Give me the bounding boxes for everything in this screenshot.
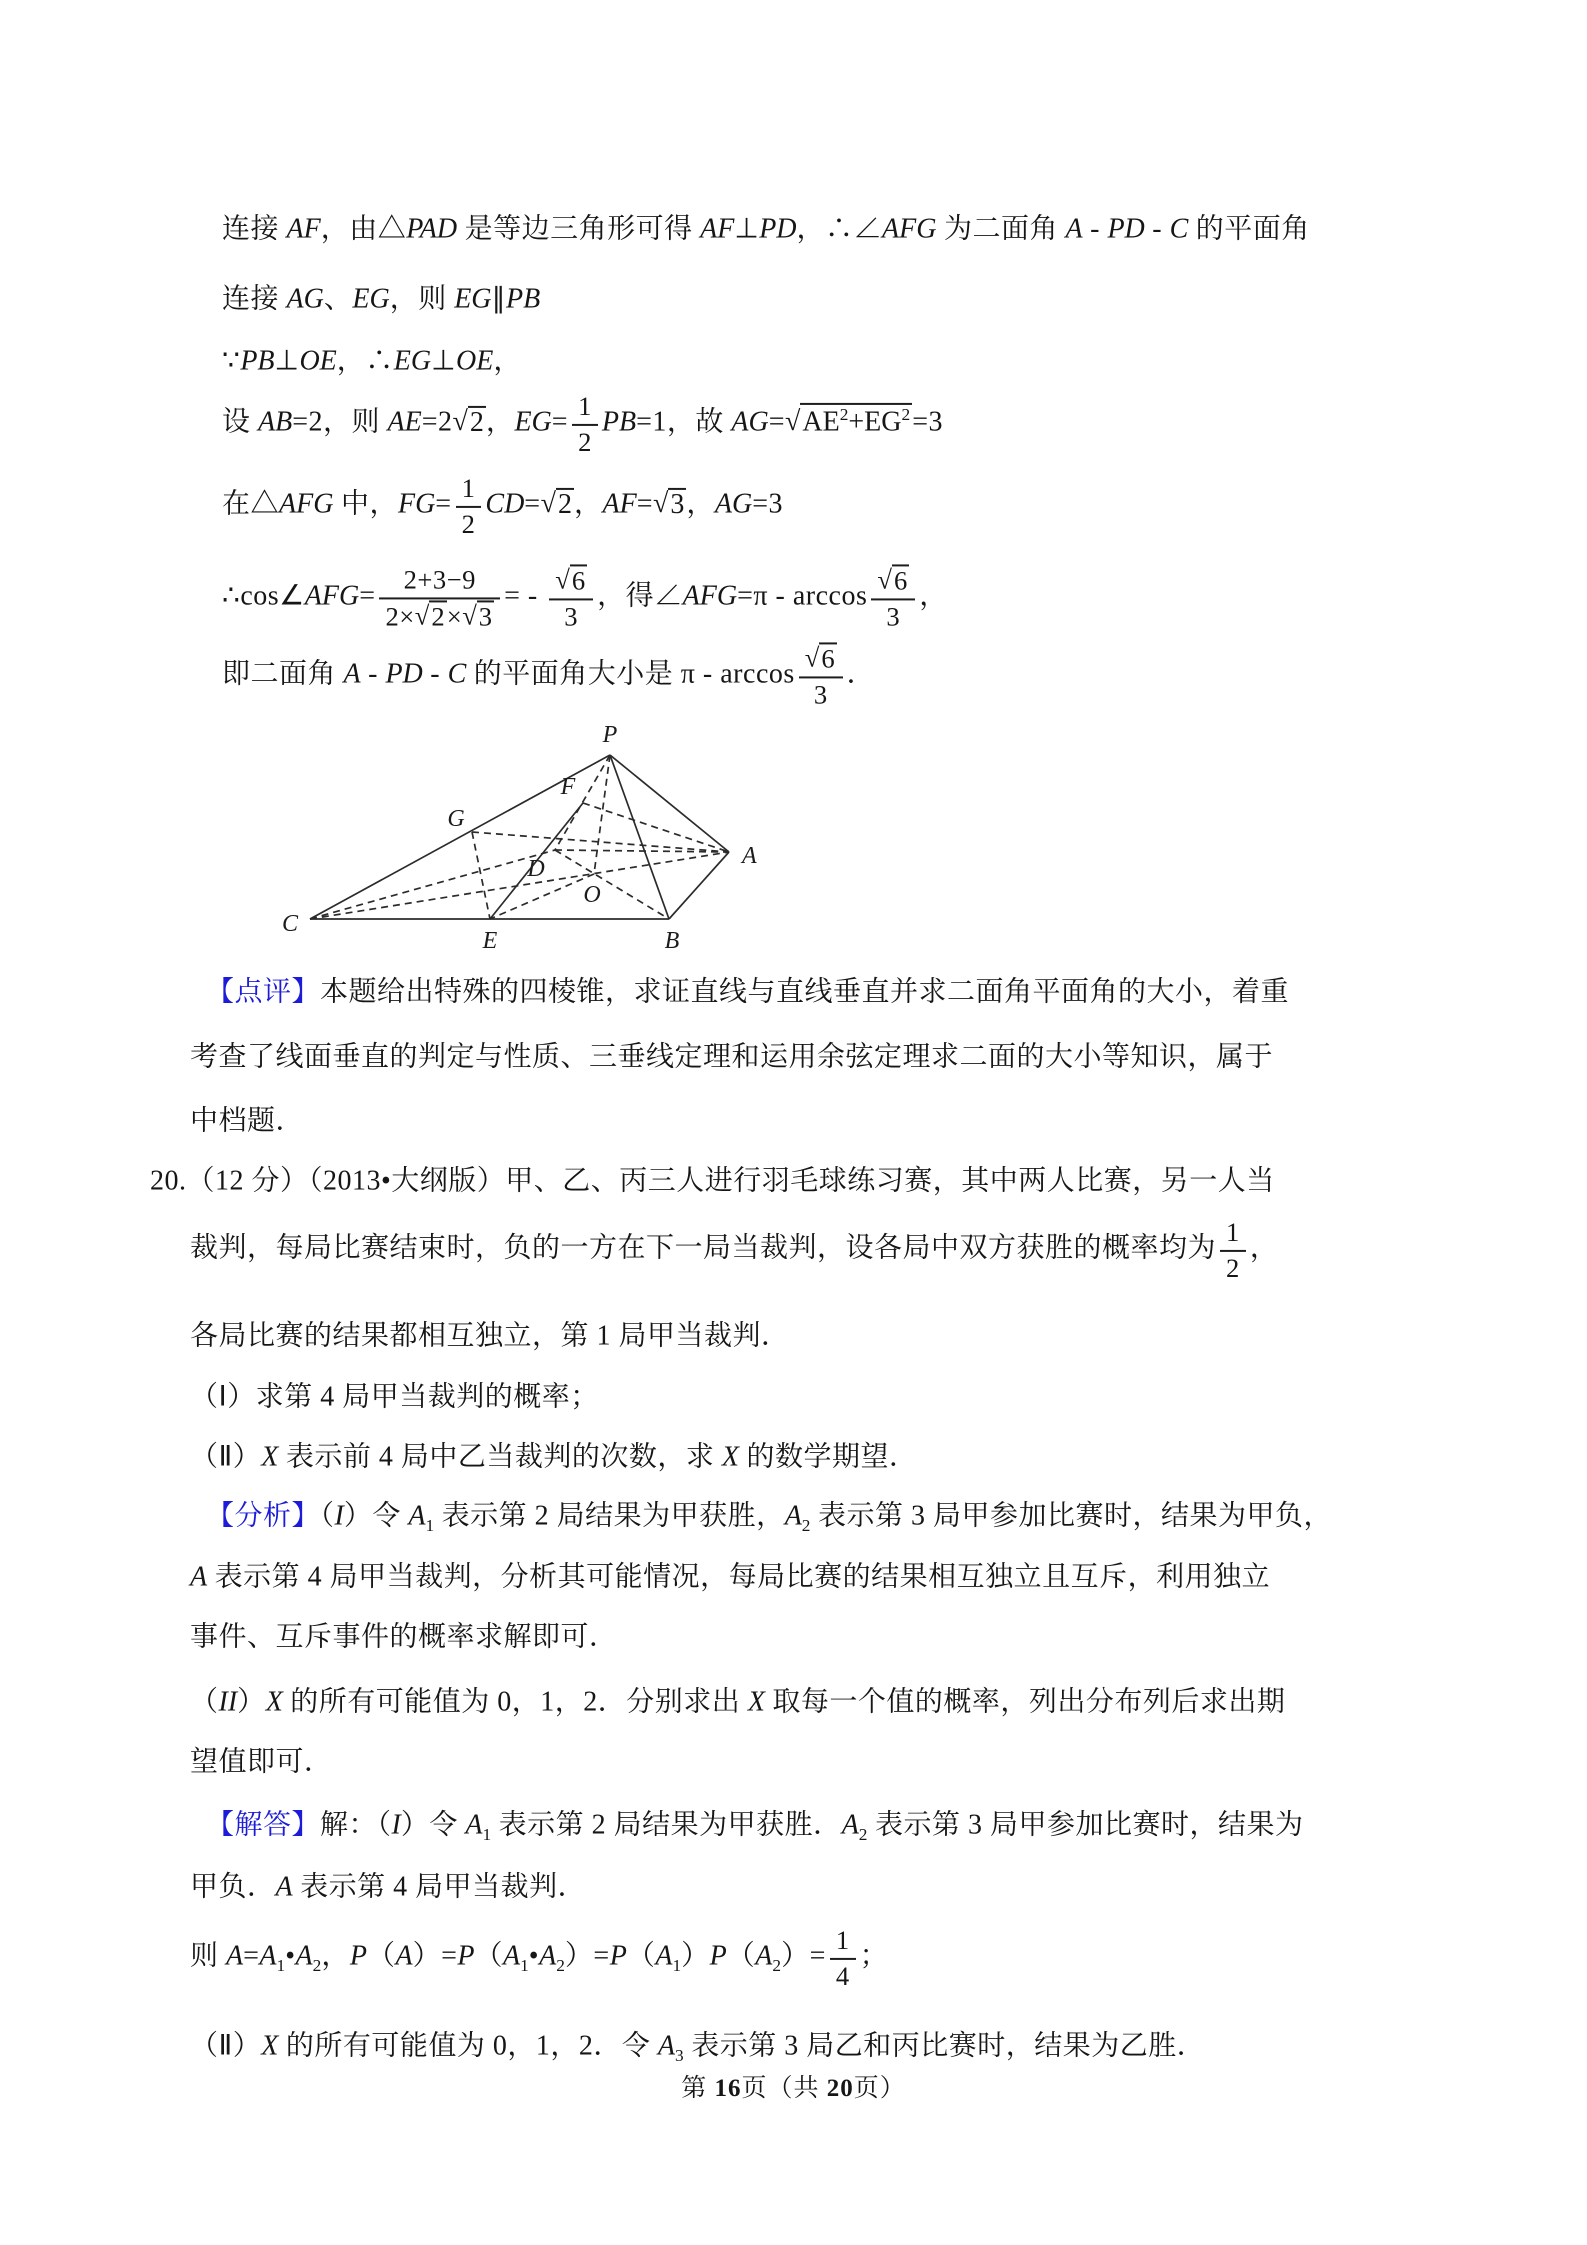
answer-line-4 bbox=[190, 2028, 1205, 2068]
math-variable: X bbox=[265, 1686, 283, 1718]
math-variable: A bbox=[503, 1940, 521, 1972]
math-variable: EG bbox=[393, 345, 432, 377]
subscript: 2 bbox=[772, 1956, 782, 1976]
math-variable: PAD bbox=[406, 213, 458, 245]
fraction-denominator bbox=[830, 1958, 856, 1992]
math-variable: PD bbox=[1107, 213, 1145, 245]
text-run: 的平面角 bbox=[1188, 213, 1310, 245]
text-run: = bbox=[551, 406, 569, 438]
text-run: ， bbox=[686, 488, 715, 520]
text-run: ） bbox=[681, 1940, 710, 1972]
text-run: 则 bbox=[190, 1940, 227, 1972]
text-run: ）令 bbox=[343, 1500, 409, 1532]
math-variable: PB bbox=[240, 345, 275, 377]
math-variable: A bbox=[408, 1500, 426, 1532]
text-run: ， bbox=[573, 488, 603, 520]
solution-line-6 bbox=[222, 564, 948, 631]
fraction-numerator bbox=[572, 391, 598, 424]
figure-vertex-label: O bbox=[583, 882, 601, 908]
fraction bbox=[379, 564, 500, 631]
figure-vertex-label: G bbox=[447, 806, 465, 832]
math-variable: AE bbox=[387, 406, 422, 438]
text-run: 20.（12 分）（2013•大纲版）甲、乙、丙三人进行羽毛球练习赛，其中两人比赛，另一人当 bbox=[150, 1165, 1275, 1197]
math-variable: A bbox=[784, 1500, 802, 1532]
text-run: ， bbox=[493, 345, 522, 377]
text-run: 表示第 4 局甲当裁判． bbox=[292, 1871, 587, 1903]
math-variable: CD bbox=[485, 488, 525, 520]
footer-suffix: 页） bbox=[853, 2075, 906, 2102]
text-run: 2+3−9 bbox=[403, 564, 476, 595]
math-variable: AG bbox=[731, 406, 769, 438]
math-variable: A bbox=[259, 1940, 277, 1972]
text-run: 2× bbox=[385, 601, 415, 631]
math-variable: X bbox=[261, 1441, 279, 1473]
text-run: 2 bbox=[469, 406, 484, 438]
text-run: =3 bbox=[752, 488, 784, 520]
text-run: =1，故 bbox=[636, 406, 732, 438]
subscript: 1 bbox=[482, 1824, 492, 1844]
text-run: - bbox=[360, 658, 386, 690]
math-variable: EG bbox=[352, 283, 390, 315]
text-run: 甲负． bbox=[190, 1871, 276, 1903]
text-run: （Ⅱ） bbox=[190, 1441, 262, 1473]
radical-sign: √ bbox=[785, 405, 801, 437]
subscript: 1 bbox=[672, 1956, 682, 1976]
math-variable: C bbox=[1169, 213, 1189, 245]
text-run: - bbox=[422, 658, 448, 690]
fraction-denominator bbox=[572, 424, 598, 458]
text-run: = bbox=[768, 406, 785, 438]
text-run: 表示前 4 局中乙当裁判的次数，求 bbox=[278, 1441, 722, 1473]
text-run: 3 bbox=[478, 601, 493, 631]
problem-20-question-1 bbox=[190, 1380, 599, 1417]
text-run: • bbox=[528, 1940, 540, 1972]
footer-middle: 页（共 bbox=[741, 2075, 827, 2102]
math-variable: A bbox=[655, 1940, 673, 1972]
text-run: （ bbox=[366, 1940, 396, 1972]
text-run: 取每一个值的概率，列出分布列后求出期 bbox=[764, 1686, 1286, 1718]
subscript: 3 bbox=[675, 2045, 684, 2065]
text-run: 本题给出特殊的四棱锥，求证直线与直线垂直并求二面角平面角的大小，着重 bbox=[320, 976, 1290, 1008]
figure-edge bbox=[472, 832, 729, 852]
superscript: 2 bbox=[839, 405, 849, 425]
math-variable: AG bbox=[714, 488, 753, 520]
solution-line-7 bbox=[222, 642, 875, 709]
solution-line-5 bbox=[222, 473, 783, 539]
text-run: ． bbox=[846, 658, 876, 690]
math-variable: PD bbox=[759, 213, 797, 245]
math-variable: P bbox=[709, 1940, 727, 1972]
pyramid-diagram bbox=[280, 712, 780, 970]
text-run: 表示第 4 局甲当裁判，分析其可能情况，每局比赛的结果相互独立且互斥，利用独立 bbox=[207, 1561, 1271, 1593]
fraction-numerator bbox=[1220, 1217, 1246, 1250]
analysis-line-3 bbox=[190, 1620, 618, 1657]
figure-vertex-label: E bbox=[482, 928, 498, 954]
fraction-numerator bbox=[456, 473, 482, 506]
subscript: 1 bbox=[520, 1956, 529, 1976]
section-label: 【点评】 bbox=[206, 976, 321, 1008]
math-variable: AFG bbox=[279, 488, 334, 520]
answer-line-1 bbox=[206, 1807, 1304, 1847]
text-run: 的所有可能值为 0，1，2．令 bbox=[278, 2030, 658, 2062]
text-run: • bbox=[285, 1940, 296, 1972]
text-run: ⊥ bbox=[274, 345, 300, 377]
text-run: 表示第 3 局甲参加比赛时，结果为 bbox=[867, 1809, 1304, 1841]
math-variable: A bbox=[841, 1809, 859, 1841]
text-run: 解：（ bbox=[320, 1809, 392, 1841]
subscript: 1 bbox=[276, 1956, 286, 1976]
comment-line-3 bbox=[190, 1104, 304, 1141]
solution-line-2 bbox=[222, 282, 540, 319]
text-run: ，得∠ bbox=[597, 580, 683, 612]
text-run: =2，则 bbox=[292, 406, 388, 438]
radical-sign: √ bbox=[804, 642, 820, 673]
text-run: ∵ bbox=[222, 345, 241, 377]
math-variable: EG bbox=[454, 283, 492, 315]
radical bbox=[877, 564, 909, 596]
text-run: 各局比赛的结果都相互独立，第 1 局甲当裁判． bbox=[190, 1320, 790, 1352]
math-variable: A bbox=[190, 1561, 208, 1593]
footer-prefix: 第 bbox=[681, 2075, 715, 2102]
text-run: = bbox=[524, 488, 541, 520]
math-variable: X bbox=[721, 1441, 740, 1473]
math-variable: FG bbox=[397, 488, 436, 520]
radical-sign: √ bbox=[452, 405, 468, 437]
fraction-denominator bbox=[456, 506, 482, 540]
fraction-numerator bbox=[830, 1925, 856, 1958]
text-run: 中档题． bbox=[190, 1105, 305, 1137]
radical bbox=[555, 564, 587, 596]
radical bbox=[805, 642, 837, 674]
text-run: （ bbox=[626, 1940, 656, 1972]
text-run: =π - arccos bbox=[737, 580, 868, 612]
radicand bbox=[800, 403, 912, 438]
text-run: 6 bbox=[821, 643, 835, 674]
radicand bbox=[819, 642, 836, 673]
math-variable: OE bbox=[299, 345, 337, 377]
radicand bbox=[668, 487, 686, 520]
page-footer bbox=[0, 2068, 1587, 2104]
text-run: 表示第 2 局结果为甲获胜． bbox=[491, 1809, 842, 1841]
answer-line-2 bbox=[190, 1870, 586, 1907]
text-run: =2 bbox=[421, 406, 453, 438]
text-run: 6 bbox=[893, 565, 908, 596]
text-run: = bbox=[636, 488, 653, 520]
math-variable: AF bbox=[602, 488, 637, 520]
radicand bbox=[468, 405, 486, 438]
text-run: 表示第 2 局结果为甲获胜， bbox=[434, 1500, 785, 1532]
section-label: 【分析】 bbox=[206, 1500, 321, 1532]
text-run: ） bbox=[237, 1686, 266, 1718]
analysis-line-5 bbox=[190, 1745, 333, 1782]
radical bbox=[453, 404, 486, 441]
text-run: = bbox=[359, 580, 376, 612]
figure-vertex-label: A bbox=[742, 843, 757, 869]
text-run: 中， bbox=[333, 488, 398, 520]
text-run: ）= bbox=[412, 1940, 458, 1972]
text-run: 2 bbox=[578, 426, 592, 457]
math-variable: A bbox=[395, 1940, 413, 1972]
text-run: （ bbox=[190, 1686, 219, 1718]
math-variable: EG bbox=[514, 406, 552, 438]
text-run: 是等边三角形可得 bbox=[457, 213, 701, 245]
subscript: 2 bbox=[312, 1956, 322, 1976]
text-run: 3 bbox=[670, 488, 685, 520]
radical-sign: √ bbox=[877, 564, 892, 595]
fraction bbox=[871, 564, 915, 631]
comment-line-2 bbox=[190, 1040, 1273, 1077]
text-run: ，则 bbox=[389, 283, 455, 315]
fraction bbox=[830, 1925, 856, 1991]
figure-edge bbox=[583, 803, 729, 852]
solution-line-3 bbox=[222, 344, 522, 381]
math-variable: A bbox=[226, 1940, 244, 1972]
math-variable: P bbox=[609, 1940, 627, 1972]
text-run: ， bbox=[321, 1940, 350, 1972]
text-run: 3 bbox=[886, 601, 901, 631]
solution-line-4 bbox=[222, 391, 943, 457]
math-variable: AFG bbox=[682, 580, 738, 612]
text-run: ； bbox=[859, 1940, 889, 1972]
math-variable: AG bbox=[286, 283, 324, 315]
problem-20-question-2 bbox=[190, 1440, 918, 1477]
analysis-line-2 bbox=[190, 1560, 1270, 1597]
radical bbox=[785, 403, 912, 441]
figure-vertex-label: B bbox=[664, 928, 680, 954]
text-run: 2 bbox=[461, 508, 476, 539]
text-run: - bbox=[1144, 213, 1170, 245]
problem-20-line-1 bbox=[150, 1164, 1275, 1201]
answer-line-3 bbox=[190, 1925, 888, 1991]
math-variable: A bbox=[465, 1809, 483, 1841]
text-run: 6 bbox=[571, 565, 586, 596]
text-run: = bbox=[243, 1940, 260, 1972]
radical-sign: √ bbox=[653, 487, 669, 519]
text-run: 1 bbox=[1226, 1216, 1240, 1247]
text-run: 的平面角大小是 π - arccos bbox=[466, 658, 795, 690]
fraction bbox=[456, 473, 482, 539]
text-run: 裁判，每局比赛结束时，负的一方在下一局当裁判，设各局中双方获胜的概率均为 bbox=[190, 1232, 1217, 1264]
text-run: =3 bbox=[912, 406, 943, 438]
text-run: 1 bbox=[578, 390, 592, 421]
superscript: 2 bbox=[901, 405, 911, 425]
radicand bbox=[477, 600, 494, 631]
math-variable: AB bbox=[258, 406, 293, 438]
text-run: ，∴ bbox=[336, 345, 394, 377]
text-run: ，由△ bbox=[320, 213, 407, 245]
math-variable: AFG bbox=[882, 213, 937, 245]
text-run: 考查了线面垂直的判定与性质、三垂线定理和运用余弦定理求二面的大小等知识，属于 bbox=[190, 1041, 1274, 1073]
text-run: （ bbox=[726, 1940, 756, 1972]
radical bbox=[415, 600, 447, 632]
math-variable: AF bbox=[700, 213, 735, 245]
text-run: 在△ bbox=[222, 488, 280, 520]
text-run: ）令 bbox=[400, 1809, 466, 1841]
problem-20-line-3 bbox=[190, 1319, 790, 1356]
math-variable: A bbox=[657, 2030, 676, 2062]
figure-vertex-label: F bbox=[560, 774, 576, 800]
text-run: 望值即可． bbox=[190, 1746, 333, 1778]
math-variable: I bbox=[334, 1500, 344, 1532]
math-variable: PD bbox=[385, 658, 423, 690]
figure-edge bbox=[594, 755, 610, 874]
figure-vertex-label: D bbox=[527, 856, 545, 882]
text-run: ， bbox=[919, 580, 948, 612]
analysis-line-1 bbox=[206, 1498, 1332, 1538]
radicand bbox=[429, 600, 446, 631]
text-run: 1 bbox=[835, 1924, 850, 1955]
math-variable: I bbox=[391, 1809, 401, 1841]
text-run: 设 bbox=[222, 406, 259, 438]
text-run: 3 bbox=[564, 601, 579, 631]
text-run: 连接 bbox=[222, 283, 287, 315]
math-variable: II bbox=[218, 1686, 238, 1718]
fraction-denominator bbox=[871, 598, 915, 632]
radical bbox=[541, 486, 574, 523]
text-run: ）= bbox=[781, 1940, 826, 1972]
text-run: 、 bbox=[323, 283, 353, 315]
text-run: （Ⅱ） bbox=[190, 2030, 262, 2062]
figure-vertex-label: P bbox=[602, 722, 618, 748]
text-run: 表示第 3 局乙和丙比赛时，结果为乙胜． bbox=[683, 2030, 1206, 2062]
text-run: AE bbox=[802, 406, 840, 438]
math-variable: X bbox=[747, 1686, 765, 1718]
radicand bbox=[556, 487, 574, 520]
math-variable: A bbox=[1065, 213, 1083, 245]
comment-line-1 bbox=[206, 975, 1289, 1012]
geometry-figure bbox=[280, 712, 780, 970]
text-run: 1 bbox=[461, 472, 476, 503]
radicand bbox=[892, 564, 909, 595]
text-run: × bbox=[446, 601, 463, 631]
fraction bbox=[549, 564, 593, 631]
fraction-numerator bbox=[379, 564, 500, 597]
subscript: 2 bbox=[556, 1956, 565, 1976]
fraction bbox=[799, 642, 843, 709]
subscript: 2 bbox=[801, 1515, 811, 1535]
text-run: （Ⅰ）求第 4 局甲当裁判的概率； bbox=[190, 1381, 599, 1413]
text-run: 2 bbox=[557, 488, 572, 520]
text-run: ⊥ bbox=[431, 345, 456, 377]
solution-line-1 bbox=[222, 212, 1310, 249]
text-run: ）= bbox=[564, 1940, 610, 1972]
fraction-denominator bbox=[549, 598, 593, 632]
fraction-numerator bbox=[799, 642, 843, 676]
text-run: = - bbox=[504, 580, 546, 612]
math-variable: A bbox=[755, 1940, 773, 1972]
footer-total-pages: 20 bbox=[826, 2075, 854, 2102]
fraction bbox=[1220, 1217, 1246, 1283]
analysis-line-4 bbox=[190, 1685, 1285, 1722]
math-variable: A bbox=[275, 1871, 293, 1903]
math-variable: C bbox=[447, 658, 467, 690]
text-run: ∴cos∠ bbox=[222, 580, 305, 612]
subscript: 2 bbox=[858, 1824, 868, 1844]
math-variable: AF bbox=[286, 213, 321, 245]
text-run: 为二面角 bbox=[936, 213, 1066, 245]
section-label: 【解答】 bbox=[206, 1809, 321, 1841]
figure-edge bbox=[669, 852, 729, 919]
text-run: 的数学期望． bbox=[739, 1441, 918, 1473]
fraction bbox=[572, 391, 598, 457]
radical-sign: √ bbox=[555, 564, 570, 595]
text-run: 2 bbox=[1226, 1252, 1240, 1283]
text-run: 连接 bbox=[222, 213, 287, 245]
text-run: 表示第 3 局甲参加比赛时，结果为甲负， bbox=[810, 1500, 1332, 1532]
text-run: 事件、互斥事件的概率求解即可． bbox=[190, 1621, 618, 1653]
radicand bbox=[570, 564, 587, 595]
text-run: 即二面角 bbox=[222, 658, 344, 690]
figure-edge bbox=[555, 850, 669, 919]
math-variable: P bbox=[457, 1940, 475, 1972]
footer-page-number: 16 bbox=[714, 2075, 742, 2102]
text-run: 3 bbox=[813, 679, 828, 709]
text-run: （ bbox=[474, 1940, 503, 1972]
radical-sign: √ bbox=[540, 487, 556, 519]
radical bbox=[653, 486, 686, 523]
radical-sign: √ bbox=[462, 600, 477, 630]
figure-vertex-label: C bbox=[282, 911, 299, 937]
radical-sign: √ bbox=[414, 600, 430, 630]
text-run: - bbox=[1082, 213, 1108, 245]
math-variable: AFG bbox=[304, 580, 360, 612]
math-variable: A bbox=[343, 658, 361, 690]
text-run: ，∴∠ bbox=[796, 213, 883, 245]
text-run: 4 bbox=[835, 1960, 850, 1991]
fraction-denominator bbox=[1220, 1250, 1246, 1284]
math-variable: A bbox=[295, 1940, 313, 1972]
text-run: ∥ bbox=[491, 283, 507, 315]
text-run: 2 bbox=[431, 601, 445, 631]
radical bbox=[462, 600, 494, 632]
text-run: +EG bbox=[848, 406, 902, 438]
fraction-numerator bbox=[871, 564, 915, 598]
problem-20-line-2 bbox=[190, 1217, 1278, 1283]
text-run: ⊥ bbox=[734, 213, 760, 245]
math-variable: A bbox=[539, 1940, 557, 1972]
math-variable: PB bbox=[506, 283, 541, 315]
fraction-denominator bbox=[799, 676, 843, 710]
text-run: 的所有可能值为 0，1，2．分别求出 bbox=[282, 1686, 748, 1718]
fraction-denominator bbox=[379, 597, 500, 632]
math-variable: P bbox=[349, 1940, 367, 1972]
figure-edge bbox=[472, 832, 490, 919]
text-run: （ bbox=[320, 1500, 335, 1532]
text-run: ， bbox=[485, 406, 515, 438]
subscript: 1 bbox=[425, 1515, 435, 1535]
math-variable: X bbox=[261, 2030, 279, 2062]
text-run: ， bbox=[1249, 1232, 1279, 1264]
text-run: = bbox=[435, 488, 452, 520]
math-variable: OE bbox=[456, 345, 494, 377]
fraction-numerator bbox=[549, 564, 593, 598]
math-variable: PB bbox=[601, 406, 637, 438]
